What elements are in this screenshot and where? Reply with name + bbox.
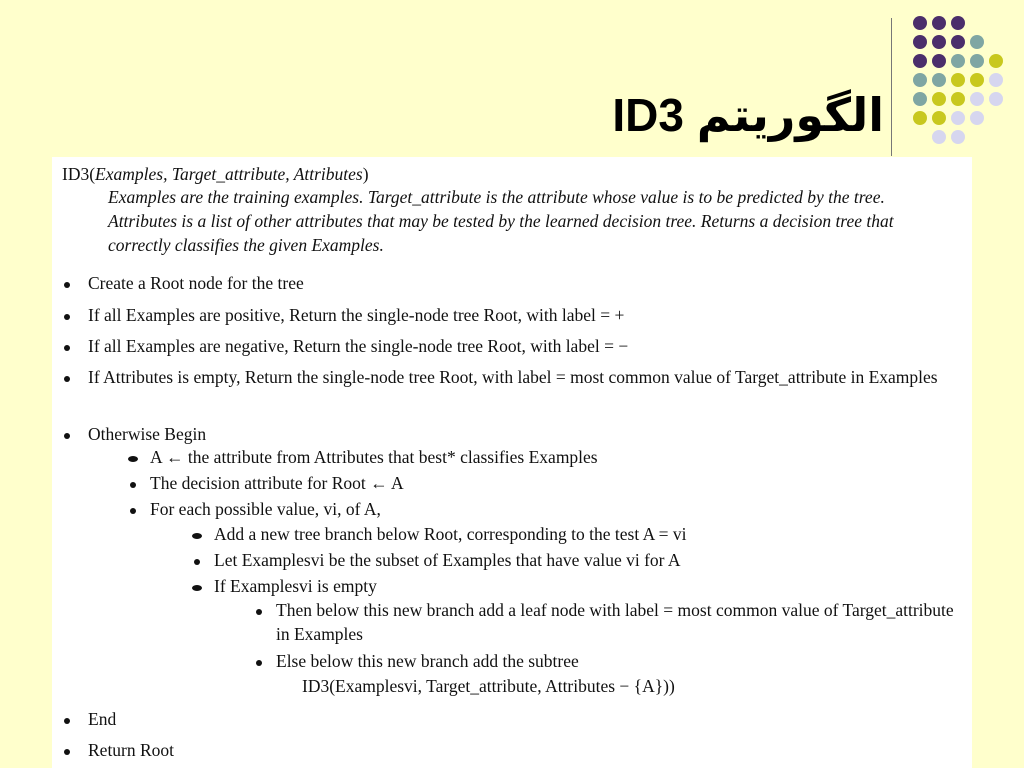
decorative-dot	[951, 111, 965, 125]
bullet	[64, 376, 70, 382]
title-latin: ID3	[612, 89, 684, 141]
step-if-empty: If Examplesvi is empty	[214, 576, 377, 596]
title-divider	[891, 18, 892, 156]
decorative-dot	[932, 35, 946, 49]
algorithm-signature: ID3(Examples, Target_attribute, Attributes)	[62, 164, 369, 184]
step-otherwise-begin: Otherwise Begin	[88, 424, 207, 444]
slide-title	[612, 88, 884, 142]
decorative-dot	[951, 54, 965, 68]
decorative-dot	[932, 16, 946, 30]
bullet	[64, 314, 70, 320]
step-all-negative: If all Examples are negative, Return the single-node tree Root, with label = −	[88, 336, 629, 356]
decorative-dot	[989, 54, 1003, 68]
decorative-dot	[970, 35, 984, 49]
title-arabic: الگوریتم	[696, 88, 884, 142]
step-create-root: Create a Root node for the tree	[88, 273, 304, 293]
bullet	[64, 345, 70, 351]
decorative-dot	[932, 130, 946, 144]
decorative-dot	[913, 54, 927, 68]
algorithm-panel	[52, 157, 972, 768]
decorative-dot	[970, 92, 984, 106]
bullet	[192, 533, 202, 539]
decorative-dot	[989, 73, 1003, 87]
decorative-dot	[913, 92, 927, 106]
bullet	[130, 482, 136, 488]
step-let-examples: Let Examplesvi be the subset of Examples that have value vi for A	[214, 550, 681, 570]
step-else-subtree: Else below this new branch add the subtree	[276, 651, 579, 671]
bullet	[192, 585, 202, 591]
bullet	[128, 456, 138, 462]
step-attributes-empty: If Attributes is empty, Return the single-node tree Root, with label = most common value of Target_attribute in Examples	[88, 367, 938, 387]
decorative-dot	[913, 73, 927, 87]
decorative-dot	[989, 92, 1003, 106]
decorative-dot	[913, 35, 927, 49]
step-add-branch: Add a new tree branch below Root, corresponding to the test A = vi	[214, 524, 687, 544]
bullet	[256, 660, 262, 666]
step-decision-attribute: The decision attribute for Root ← A	[150, 473, 404, 493]
bullet	[64, 718, 70, 724]
bullet	[64, 749, 70, 755]
decorative-dots	[0, 0, 1024, 170]
decorative-dot	[913, 16, 927, 30]
decorative-dot	[951, 92, 965, 106]
step-add-leaf: Then below this new branch add a leaf node with label = most common value of Target_attribute in Examples	[276, 600, 954, 644]
algorithm-description: Examples are the training examples. Target_attribute is the attribute whose value is to be predicted by the tree. Attributes is a list of other attributes that may be tested by the learned decision tree. Returns a decision tree that correctly classifies the given Examples.	[108, 187, 894, 255]
decorative-dot	[932, 73, 946, 87]
bullet	[64, 282, 70, 288]
decorative-dot	[951, 16, 965, 30]
bullet	[194, 559, 200, 565]
decorative-dot	[970, 73, 984, 87]
decorative-dot	[932, 111, 946, 125]
bullet	[130, 508, 136, 514]
decorative-dot	[951, 73, 965, 87]
decorative-dot	[932, 92, 946, 106]
decorative-dot	[913, 111, 927, 125]
decorative-dot	[970, 111, 984, 125]
decorative-dot	[951, 35, 965, 49]
step-recursive-call: ID3(Examplesvi, Target_attribute, Attributes − {A}))	[302, 676, 675, 696]
step-choose-attribute: A ← the attribute from Attributes that best* classifies Examples	[150, 447, 598, 467]
step-return-root: Return Root	[88, 740, 175, 760]
bullet	[256, 609, 262, 615]
decorative-dot	[951, 130, 965, 144]
bullet	[64, 433, 70, 439]
step-end: End	[88, 709, 117, 729]
step-all-positive: If all Examples are positive, Return the single-node tree Root, with label = +	[88, 305, 625, 325]
step-for-each-value: For each possible value, vi, of A,	[150, 499, 381, 519]
decorative-dot	[932, 54, 946, 68]
decorative-dot	[970, 54, 984, 68]
